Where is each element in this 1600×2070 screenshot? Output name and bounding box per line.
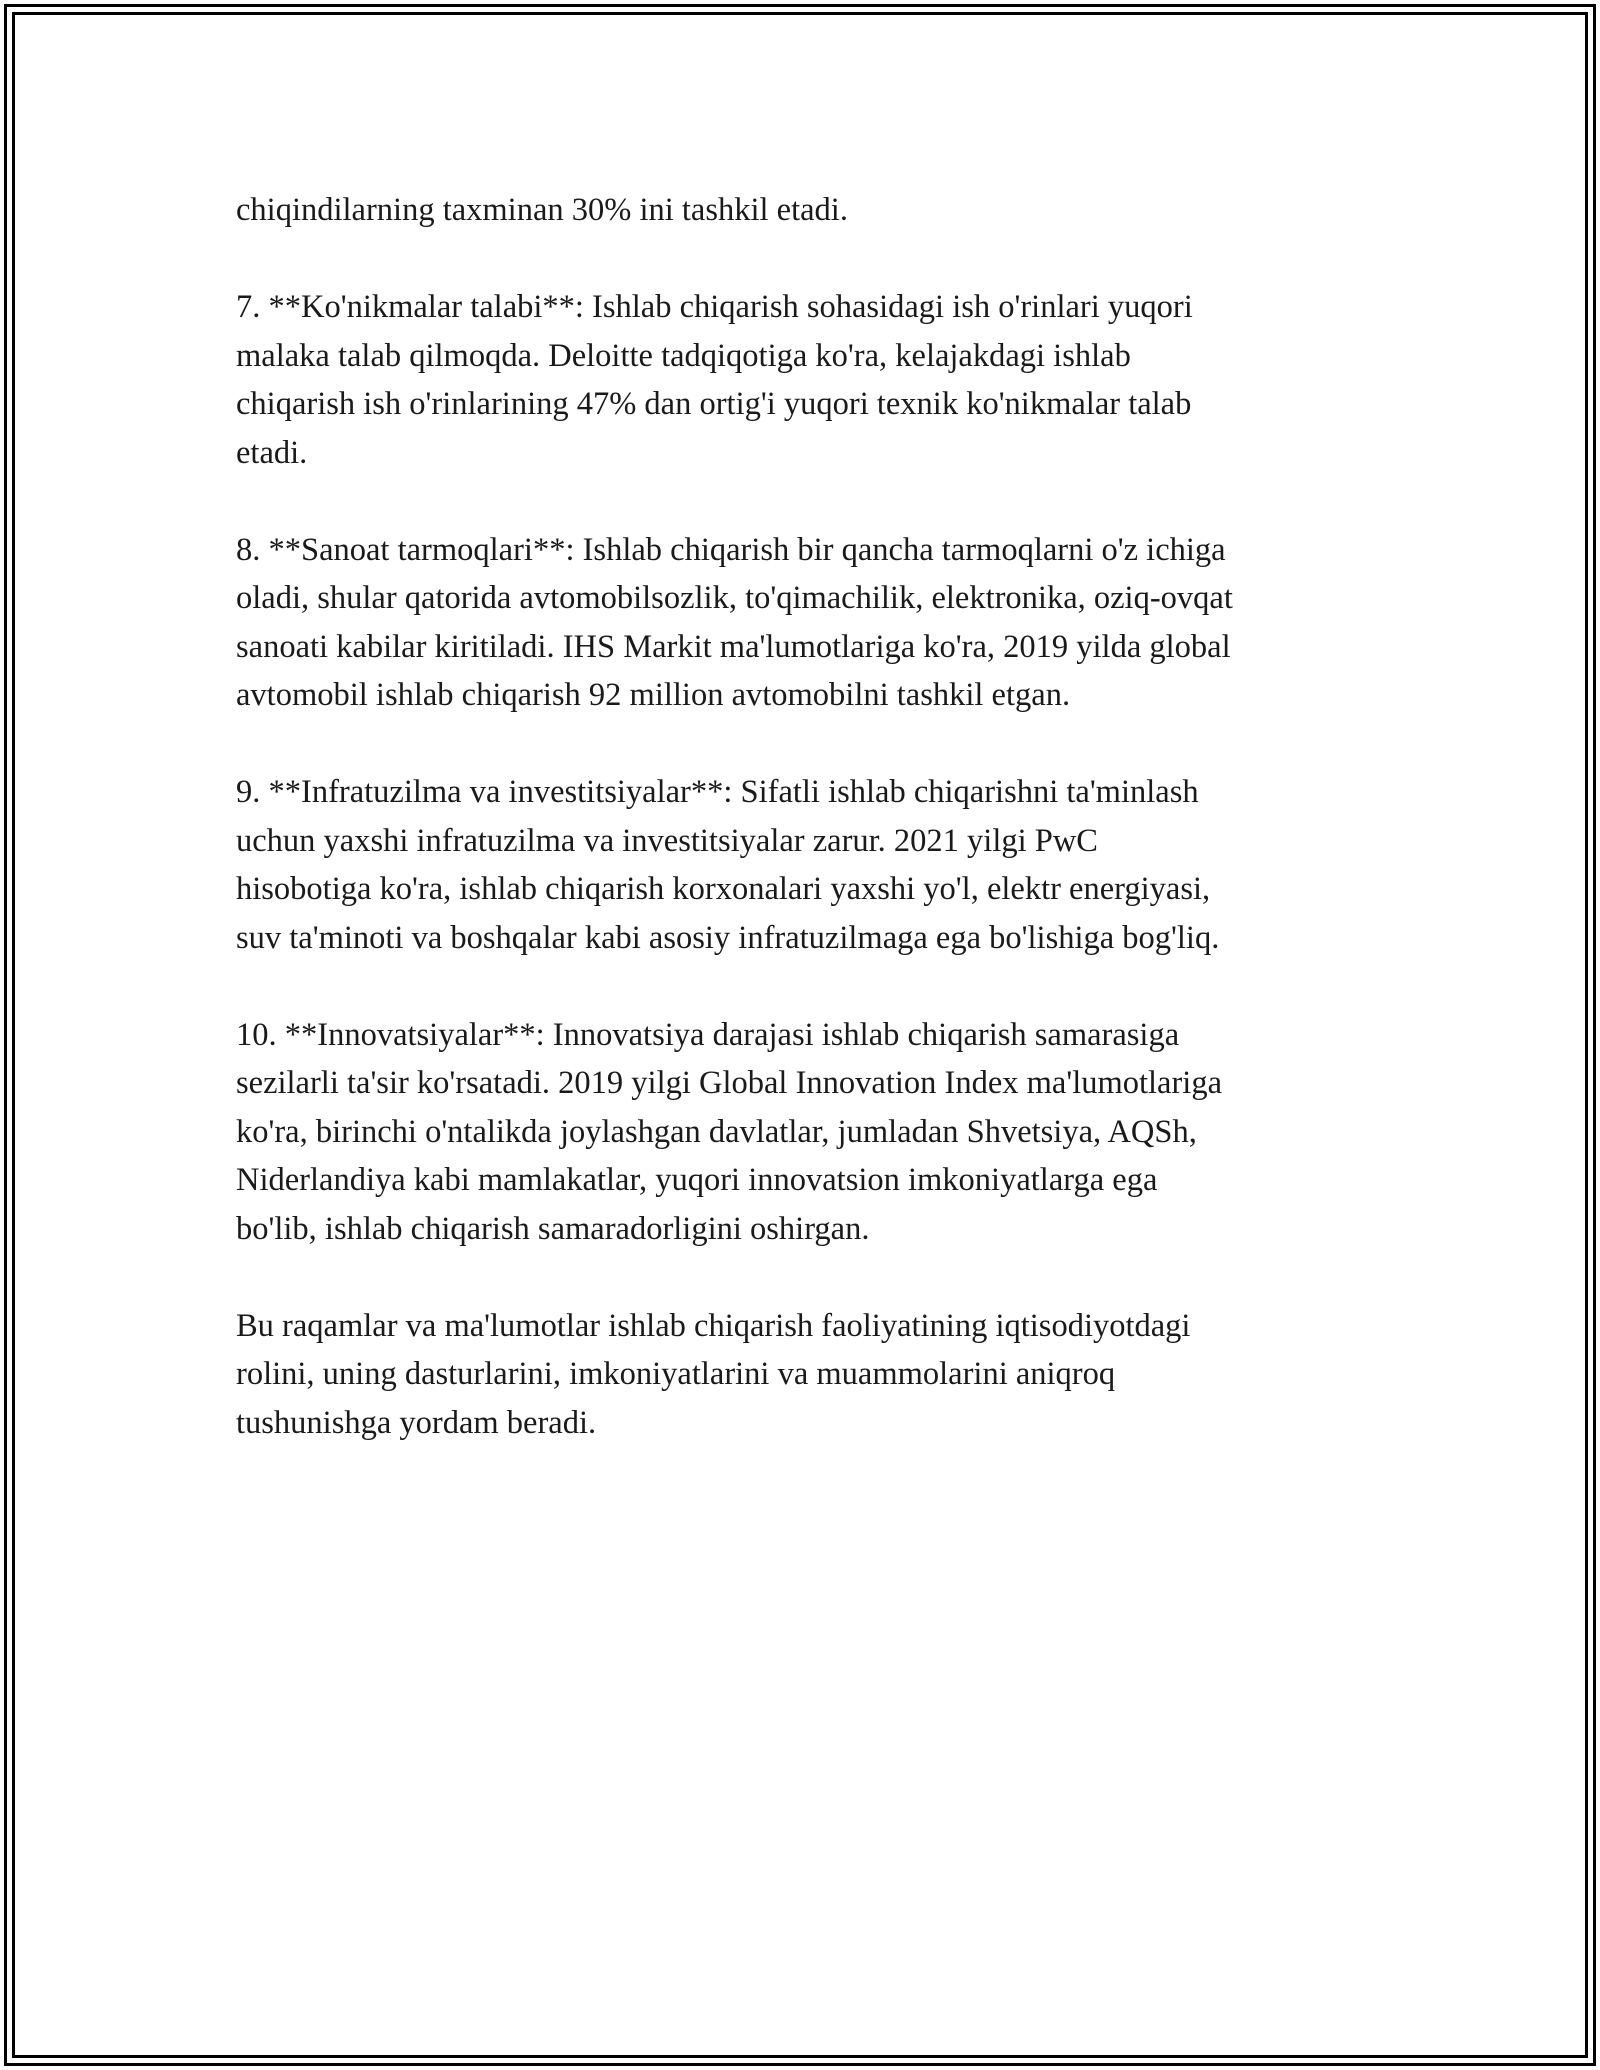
paragraph-item-8: 8. **Sanoat tarmoqlari**: Ishlab chiqarish bir qancha tarmoqlarni o'z ichiga oladi, shular qatorida avtomobilsozlik, to'qimachilik, elektronika, oziq-ovqat sanoati kabilar kiritiladi. IHS Markit ma'lumotlariga ko'ra, 2019 yilda global avtomobil ishlab chiqarish 92 million avtomobilni tashkil etgan. [236,531,1233,713]
paragraph-conclusion: Bu raqamlar va ma'lumotlar ishlab chiqarish faoliyatining iqtisodiyotdagi rolini, uning dasturlarini, imkoniyatlarini va muammolarini aniqroq tushunishga yordam beradi. [236,1307,1191,1441]
paragraph-item-7: 7. **Ko'nikmalar talabi**: Ishlab chiqarish sohasidagi ish o'rinlari yuqori malaka talab qilmoqda. Deloitte tadqiqotiga ko'ra, kelajakdagi ishlab chiqarish ish o'rinlarining 47% dan ortig'i yuqori texnik ko'nikmalar talab etadi. [236,289,1193,471]
document-body [236,186,1366,1496]
paragraph-item-9: 9. **Infratuzilma va investitsiyalar**: Sifatli ishlab chiqarishni ta'minlash uchun yaxshi infratuzilma va investitsiyalar zarur. 2021 yilgi PwC hisobotiga ko'ra, ishlab chiqarish korxonalari yaxshi yo'l, elektr energiyasi, suv ta'minoti va boshqalar kabi asosiy infratuzilmaga ega bo'lishiga bog'liq. [236,774,1220,956]
paragraph-continuation: chiqindilarning taxminan 30% ini tashkil etadi. [236,192,848,228]
paragraph-item-10: 10. **Innovatsiyalar**: Innovatsiya darajasi ishlab chiqarish samarasiga sezilarli ta'sir ko'rsatadi. 2019 yilgi Global Innovation Index ma'lumotlariga ko'ra, birinchi o'ntalikda joylashgan davlatlar, jumladan Shvetsiya, AQSh, Niderlandiya kabi mamlakatlar, yuqori innovatsion imkoniyatlarga ega bo'lib, ishlab chiqarish samaradorligini oshirgan. [236,1016,1223,1247]
